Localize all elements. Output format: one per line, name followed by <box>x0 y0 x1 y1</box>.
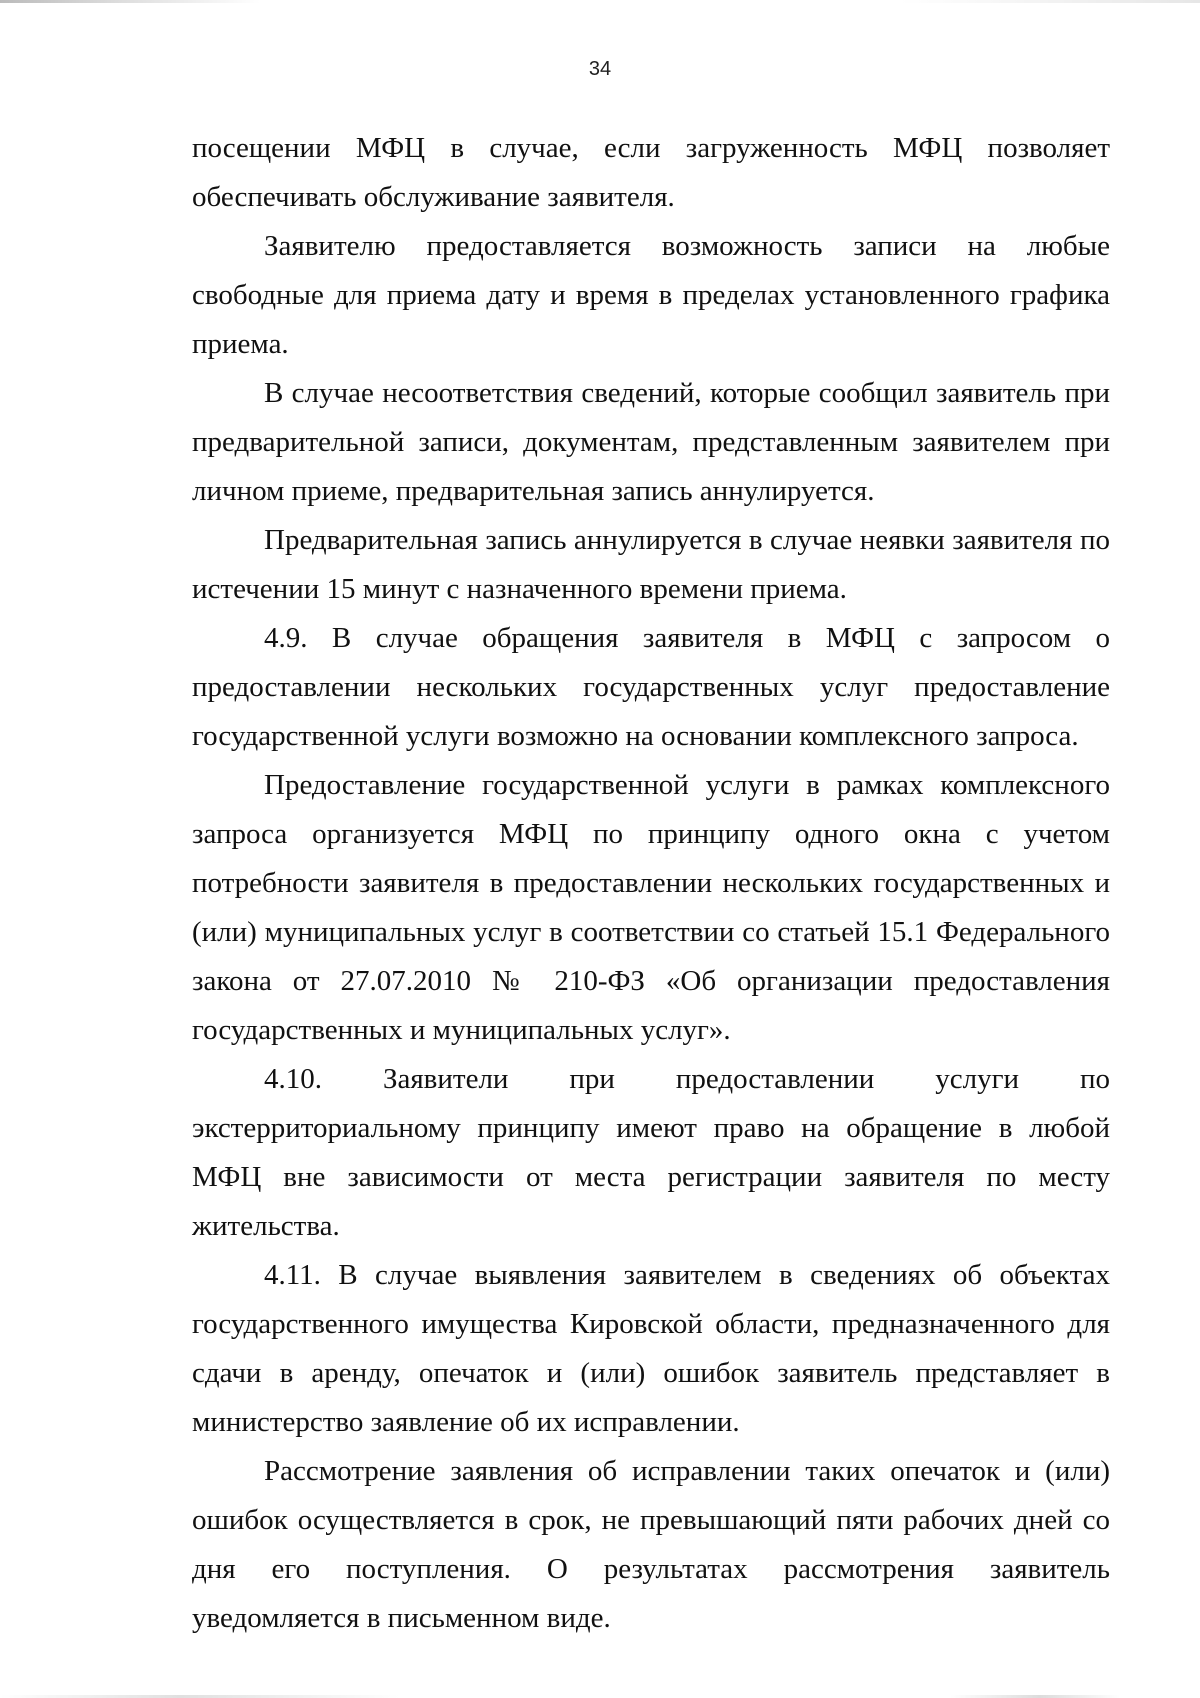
document-body <box>192 124 1110 1643</box>
paragraph-complex-request: Предоставление государственной услуги в рамках комплексного запроса организуется МФЦ по принципу одного окна с учетом потребности заявителя в предоставлении нескольких государственных и (или) муниципальных услуг в соответствии со статьей 15.1 Федерального закона от 27.07.2010 № 210-ФЗ «Об организации предоставления государственных и муниципальных услуг». <box>192 769 1110 1046</box>
paragraph-appointment-booking: Заявителю предоставляется возможность записи на любые свободные для приема дату и время в пределах установленного графика приема. <box>192 230 1110 360</box>
paragraph-section-4-10: 4.10. Заявители при предоставлении услуги по экстерриториальному принципу имеют право на обращение в любой МФЦ вне зависимости от места регистрации заявителя по месту жительства. <box>192 1063 1110 1242</box>
paragraph-mismatch-cancellation: В случае несоответствия сведений, которые сообщил заявитель при предварительной записи, документам, представленным заявителем при личном приеме, предварительная запись аннулируется. <box>192 377 1110 507</box>
page-number: 34 <box>588 58 612 80</box>
paragraph-no-show-cancellation: Предварительная запись аннулируется в случае неявки заявителя по истечении 15 минут с назначенного времени приема. <box>192 524 1110 605</box>
paragraph-correction-review: Рассмотрение заявления об исправлении таких опечаток и (или) ошибок осуществляется в срок, не превышающий пяти рабочих дней со дня его поступления. О результатах рассмотрения заявитель уведомляется в письменном виде. <box>192 1455 1110 1634</box>
paragraph-continuation: посещении МФЦ в случае, если загруженность МФЦ позволяет обеспечивать обслуживание заявителя. <box>192 132 1110 213</box>
scan-edge-top <box>0 0 1200 3</box>
paragraph-section-4-11: 4.11. В случае выявления заявителем в сведениях об объектах государственного имущества Кировской области, предназначенного для сдачи в аренду, опечаток и (или) ошибок заявитель представляет в министерство заявление об их исправлении. <box>192 1259 1110 1438</box>
paragraph-section-4-9: 4.9. В случае обращения заявителя в МФЦ с запросом о предоставлении нескольких государственных услуг предоставление государственной услуги возможно на основании комплексного запроса. <box>192 622 1110 752</box>
